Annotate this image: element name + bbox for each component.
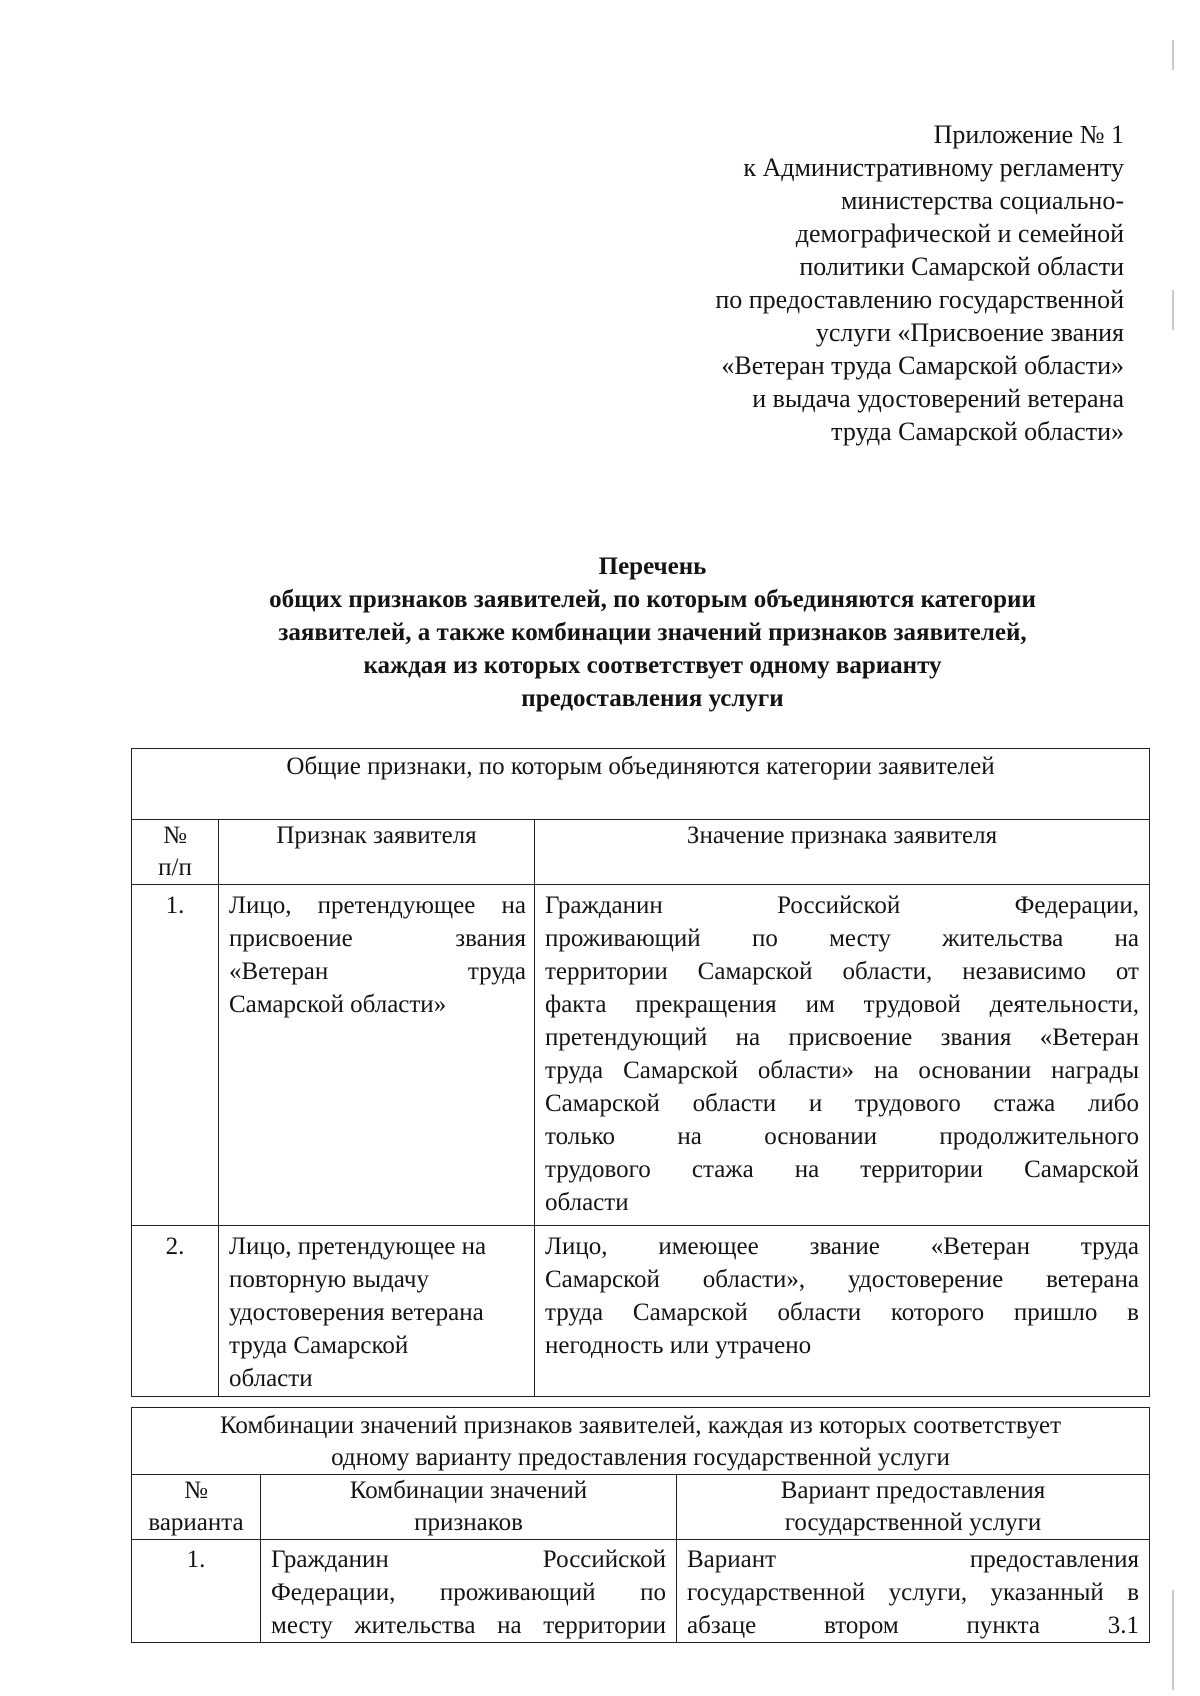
appendix-line: услуги «Присвоение звания xyxy=(815,318,1124,347)
column-header-variant xyxy=(677,1475,1150,1540)
caption-line: Комбинации значений признаков заявителей, каждая из которых соответствует xyxy=(219,1412,1062,1439)
cell-line: области xyxy=(229,1365,313,1392)
cell-line: удостоверения ветерана xyxy=(229,1299,484,1326)
sign-cell xyxy=(219,1226,535,1397)
header-line: признаков xyxy=(414,1509,523,1536)
variant-cell xyxy=(677,1540,1150,1643)
cell-line: Вариант предоставления xyxy=(687,1546,1140,1573)
appendix-line: и выдача удостоверений ветерана xyxy=(752,384,1124,413)
cell-line: территории Самарской области, независимо от xyxy=(545,958,1139,985)
table-caption-row xyxy=(132,1408,1150,1475)
cell-line: труда Самарской области которого пришло в xyxy=(545,1299,1139,1326)
appendix-line: к Административному регламенту xyxy=(743,153,1124,182)
cell-line: претендующий на присвоение звания «Ветеран xyxy=(545,1024,1139,1051)
column-header-number xyxy=(132,1475,261,1540)
scan-edge-mark xyxy=(1172,290,1174,330)
cell-line: Гражданин Российской xyxy=(271,1546,666,1573)
appendix-line: политики Самарской области xyxy=(799,252,1124,281)
cell-line: государственной услуги, указанный в xyxy=(687,1579,1140,1606)
header-line: п/п xyxy=(158,854,192,881)
combinations-table xyxy=(131,1407,1150,1643)
cell-line: только на основании продолжительного xyxy=(545,1123,1139,1150)
header-line: Комбинации значений xyxy=(349,1477,588,1504)
table-row xyxy=(132,885,1150,1226)
caption-line: одному варианту предоставления государственной услуги xyxy=(331,1444,950,1471)
value-cell xyxy=(535,885,1150,1226)
title-line: каждая из которых соответствует одному варианту xyxy=(363,652,942,679)
cell-line: Лицо, претендующее на xyxy=(229,892,526,919)
row-number: 1. xyxy=(132,885,219,1226)
cell-line: Лицо, претендующее на xyxy=(229,1233,487,1260)
header-line: государственной услуги xyxy=(784,1509,1042,1536)
appendix-line: Приложение № 1 xyxy=(933,120,1124,149)
general-signs-table xyxy=(131,748,1150,1397)
cell-line: труда Самарской xyxy=(229,1332,409,1359)
table-row xyxy=(132,1226,1150,1397)
cell-line: присвоение звания xyxy=(229,925,526,952)
column-header-combination xyxy=(261,1475,677,1540)
title-line: общих признаков заявителей, по которым объединяются категории xyxy=(269,586,1036,613)
column-header-sign: Признак заявителя xyxy=(219,820,535,885)
appendix-line: «Ветеран труда Самарской области» xyxy=(721,351,1124,380)
cell-line: Самарской области и трудового стажа либо xyxy=(545,1090,1139,1117)
table-header-row xyxy=(132,820,1150,885)
row-number: 2. xyxy=(132,1226,219,1397)
cell-line: «Ветеран труда xyxy=(229,958,526,985)
cell-line: труда Самарской области» на основании награды xyxy=(545,1057,1139,1084)
appendix-line: труда Самарской области» xyxy=(831,417,1124,446)
header-line: № xyxy=(184,1477,208,1504)
row-number: 1. xyxy=(132,1540,261,1643)
table-caption-row xyxy=(132,749,1150,820)
column-header-value: Значение признака заявителя xyxy=(535,820,1150,885)
appendix-line: по предоставлению государственной xyxy=(715,285,1124,314)
cell-line: абзаце втором пункта 3.1 xyxy=(687,1612,1140,1639)
cell-line: Гражданин Российской Федерации, xyxy=(545,892,1139,919)
title-line: заявителей, а также комбинации значений признаков заявителей, xyxy=(278,619,1027,646)
value-cell xyxy=(535,1226,1150,1397)
appendix-line: демографической и семейной xyxy=(795,219,1124,248)
header-line: Вариант предоставления xyxy=(780,1477,1046,1504)
cell-line: месту жительства на территории xyxy=(271,1612,666,1639)
cell-line: повторную выдачу xyxy=(229,1266,429,1293)
appendix-header xyxy=(600,118,1124,448)
cell-line: Федерации, проживающий по xyxy=(271,1579,666,1606)
column-header-number xyxy=(132,820,219,885)
cell-line: Лицо, имеющее звание «Ветеран труда xyxy=(545,1233,1139,1260)
scan-edge-mark xyxy=(1172,1590,1174,1690)
cell-line: Самарской области» xyxy=(229,991,447,1018)
cell-line: области xyxy=(545,1189,629,1216)
title-line: Перечень xyxy=(598,553,707,580)
table-caption xyxy=(132,1408,1150,1475)
document-title xyxy=(140,550,1165,715)
cell-line: проживающий по месту жительства на xyxy=(545,925,1139,952)
header-line: варианта xyxy=(148,1509,244,1536)
sign-cell xyxy=(219,885,535,1226)
cell-line: Самарской области», удостоверение ветерана xyxy=(545,1266,1139,1293)
cell-line: негодность или утрачено xyxy=(545,1332,812,1359)
header-line: № xyxy=(163,822,187,849)
title-line: предоставления услуги xyxy=(521,685,784,712)
table-row xyxy=(132,1540,1150,1643)
appendix-line: министерства социально- xyxy=(840,186,1124,215)
scan-edge-mark xyxy=(1172,40,1174,70)
table-caption: Общие признаки, по которым объединяются категории заявителей xyxy=(132,749,1150,820)
cell-line: трудового стажа на территории Самарской xyxy=(545,1156,1139,1183)
table-header-row xyxy=(132,1475,1150,1540)
combination-cell xyxy=(261,1540,677,1643)
cell-line: факта прекращения им трудовой деятельности, xyxy=(545,991,1139,1018)
